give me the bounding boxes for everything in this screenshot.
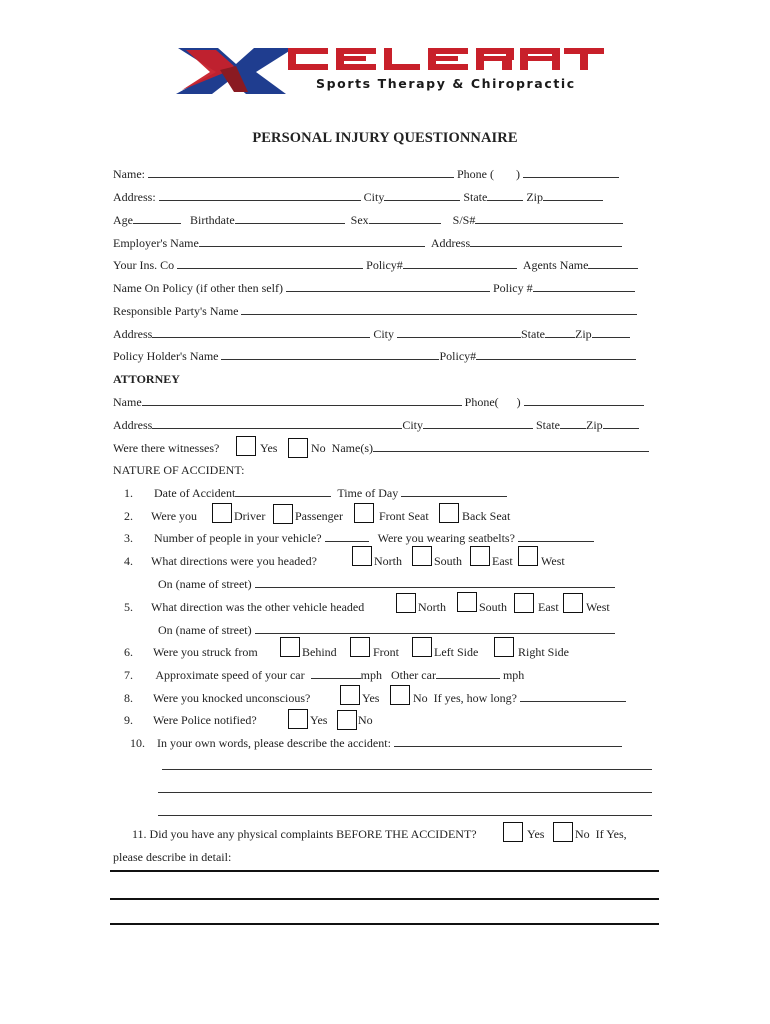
policy-holder-label: Policy Holder's Name [113,349,219,363]
q5-east-label: East [538,600,559,614]
rp-state-field[interactable] [545,327,575,338]
rp-address-label: Address [113,327,153,341]
q4-north-label: North [374,554,402,568]
people-in-vehicle-field[interactable] [325,531,369,542]
q4-south-label: South [434,554,463,568]
q9-row: 9. Were Police notified? [124,713,257,727]
zip-label: Zip [526,190,544,204]
speed-field[interactable] [311,668,361,679]
q11-question: 11. Did you have any physical complaints BEFORE THE ACCIDENT? [132,827,477,841]
describe-detail-label: please describe in detail: [113,850,232,864]
employer-address-label: Address [430,236,471,250]
describe-accident-line-4[interactable] [158,805,652,816]
other-car-label: Other car [390,668,436,682]
attorney-name-row: Name Phone( ) [113,395,644,409]
employer-row [113,236,622,250]
attorney-state-field[interactable] [560,418,586,429]
sex-field[interactable] [369,213,441,224]
speed-label: Approximate speed of your car [155,668,305,682]
witnesses-no-label: No [311,441,326,455]
q4-east-label: East [492,554,513,568]
how-long-label: If yes, how long? [433,691,517,705]
state-label: State [463,190,488,204]
describe-accident-line-3[interactable] [158,782,652,793]
q8-row: 8. Were you knocked unconscious? [124,691,311,705]
q4-east-checkbox[interactable] [470,546,490,566]
sex-label: Sex [350,213,369,227]
policy-holder-row [113,349,636,363]
policy-hash-field[interactable] [533,281,635,292]
attorney-phone-label: Phone( [464,395,499,409]
rp-city-field[interactable] [397,327,521,338]
logo-tagline: Sports Therapy & Chiropractic [316,76,576,91]
name-on-policy-label: Name On Policy (if other then self) [113,281,283,295]
describe-accident-field[interactable] [394,736,622,747]
ss-field[interactable] [475,213,623,224]
front-seat-label: Front Seat [379,509,429,523]
logo-graphic [176,44,606,96]
right-side-checkbox[interactable] [494,637,514,657]
rp-zip-field[interactable] [592,327,630,338]
state-field[interactable] [487,190,523,201]
page-title: PERSONAL INJURY QUESTIONNAIRE [252,130,518,146]
rp-state-label: State [521,327,545,341]
name-label: Name: [113,167,145,181]
q5-south-checkbox[interactable] [457,592,477,612]
time-of-day-label: Time of Day [337,486,399,500]
responsible-party-row [113,304,637,318]
unconscious-yes-checkbox[interactable] [340,685,360,705]
policy-holder-field[interactable] [221,349,439,360]
employer-address-field[interactable] [470,236,622,247]
attorney-city-field[interactable] [423,418,533,429]
address-field[interactable] [159,190,361,201]
q2-row: 2. Were you [124,509,198,523]
how-long-field[interactable] [520,691,626,702]
front-checkbox[interactable] [350,637,370,657]
witnesses-names-field[interactable] [373,441,649,452]
address-label: Address: [113,190,156,204]
ph-policy-label: Policy# [439,349,477,363]
describe-accident-line-2[interactable] [162,759,652,770]
seatbelts-field[interactable] [518,531,594,542]
detail-line-1[interactable] [110,870,659,872]
driver-checkbox[interactable] [212,503,232,523]
q3-row: 3. Number of people in your vehicle? Were you wearing seatbelts? [113,531,594,545]
unconscious-no-checkbox[interactable] [390,685,410,705]
seatbelts-label: Were you wearing seatbelts? [377,531,515,545]
left-side-checkbox[interactable] [412,637,432,657]
date-of-accident-label: Date of Accident [154,486,236,500]
q5-east-checkbox[interactable] [514,593,534,613]
q5-street-label: On (name of street) [158,623,252,637]
phone-label: Phone ( [457,167,494,181]
zip-field[interactable] [543,190,603,201]
q5-street-row [158,623,615,637]
policy-no-label: Policy# [366,258,403,272]
police-no-checkbox[interactable] [337,710,357,730]
responsible-party-label: Responsible Party's Name [113,304,239,318]
xcelerate-logo [176,44,606,96]
agents-name-field[interactable] [588,258,638,269]
q4-west-label: West [541,554,565,568]
name-on-policy-row [113,281,635,295]
ph-policy-field[interactable] [476,349,636,360]
complaints-yes-checkbox[interactable] [503,822,523,842]
q5-row: 5. What direction was the other vehicle headed [124,600,365,614]
rp-address-field[interactable] [152,327,370,338]
attorney-address-label: Address [113,418,153,432]
responsible-party-field[interactable] [241,304,637,315]
rp-address-row [113,327,630,341]
q4-street-row [158,577,615,591]
witnesses-names-label: Name(s) [331,441,373,455]
describe-accident-label: In your own words, please describe the accident: [157,736,391,750]
unconscious-yes-label: Yes [362,691,380,705]
q4-west-checkbox[interactable] [518,546,538,566]
police-no-label: No [358,713,373,727]
policy-hash-label: Policy # [492,281,533,295]
q5-north-checkbox[interactable] [396,593,416,613]
attorney-zip-field[interactable] [603,418,639,429]
unconscious-no-label: No [413,691,428,705]
front-label: Front [373,645,400,659]
police-yes-label: Yes [310,713,328,727]
name-on-policy-field[interactable] [286,281,490,292]
q4-street-field[interactable] [255,577,615,588]
back-seat-label: Back Seat [462,509,511,523]
behind-label: Behind [302,645,337,659]
back-seat-checkbox[interactable] [439,503,459,523]
detail-line-2[interactable] [110,898,659,900]
q5-street-field[interactable] [255,623,615,634]
employer-name-label: Employer's Name [113,236,199,250]
attorney-phone-field[interactable] [524,395,644,406]
witnesses-no-checkbox[interactable] [288,438,308,458]
attorney-name-field[interactable] [142,395,462,406]
city-label: City [363,190,385,204]
complaints-yes-label: Yes [527,827,545,841]
q6-row: 6. Were you struck from [124,645,258,659]
q5-south-label: South [479,600,508,614]
driver-label: Driver [234,509,266,523]
birthdate-label: Birthdate [190,213,235,227]
witnesses-yes-checkbox[interactable] [236,436,256,456]
q1-row: 1. Date of Accident Time of Day [113,486,507,500]
witnesses-no-row [311,441,649,455]
right-side-label: Right Side [518,645,570,659]
age-label: Age [113,213,133,227]
witnesses-yes-label: Yes [260,441,278,455]
attorney-city-label: City [402,418,423,432]
q5-north-label: North [418,600,446,614]
nature-heading: NATURE OF ACCIDENT: [113,463,245,477]
age-row [113,213,623,227]
left-side-label: Left Side [434,645,479,659]
date-of-accident-field[interactable] [235,486,331,497]
policy-no-field[interactable] [403,258,517,269]
people-in-vehicle-label: Number of people in your vehicle? [154,531,322,545]
q7-row: 7. Approximate speed of your car mph Other car mph [124,668,525,682]
front-seat-checkbox[interactable] [354,503,374,523]
witnesses-question: Were there witnesses? [113,441,220,455]
agents-name-label: Agents Name [522,258,589,272]
birthdate-field[interactable] [235,213,345,224]
q4-street-label: On (name of street) [158,577,252,591]
police-yes-checkbox[interactable] [288,709,308,729]
attorney-state-label: State [536,418,560,432]
rp-city-label: City [373,327,394,341]
phone-field[interactable] [523,167,619,178]
q5-west-label: West [586,600,610,614]
attorney-zip-label: Zip [586,418,603,432]
detail-line-3[interactable] [110,923,659,925]
complaints-no-row: No If Yes, [575,827,627,841]
q10-row: 10. In your own words, please describe the accident: [130,736,622,750]
attorney-address-field[interactable] [152,418,402,429]
employer-name-field[interactable] [199,236,425,247]
passenger-checkbox[interactable] [273,504,293,524]
behind-checkbox[interactable] [280,637,300,657]
ins-co-label: Your Ins. Co [113,258,175,272]
q4-row: 4. What directions were you headed? [124,554,317,568]
other-car-field[interactable] [436,668,500,679]
name-phone-row: Name: Phone ( ) [113,167,619,181]
age-field[interactable] [133,213,181,224]
q5-west-checkbox[interactable] [563,593,583,613]
ss-label: S/S# [452,213,476,227]
attorney-name-label: Name [113,395,142,409]
address-row [113,190,603,204]
insurance-row [113,258,638,272]
q4-south-checkbox[interactable] [412,546,432,566]
attorney-heading: ATTORNEY [113,372,180,386]
ins-co-field[interactable] [177,258,363,269]
time-of-day-field[interactable] [401,486,507,497]
passenger-label: Passenger [295,509,343,523]
complaints-no-label: No [575,827,590,841]
name-field[interactable] [148,167,454,178]
complaints-no-checkbox[interactable] [553,822,573,842]
q4-north-checkbox[interactable] [352,546,372,566]
city-field[interactable] [384,190,460,201]
rp-zip-label: Zip [575,327,592,341]
unconscious-no-row [413,691,626,705]
attorney-address-row [113,418,639,432]
